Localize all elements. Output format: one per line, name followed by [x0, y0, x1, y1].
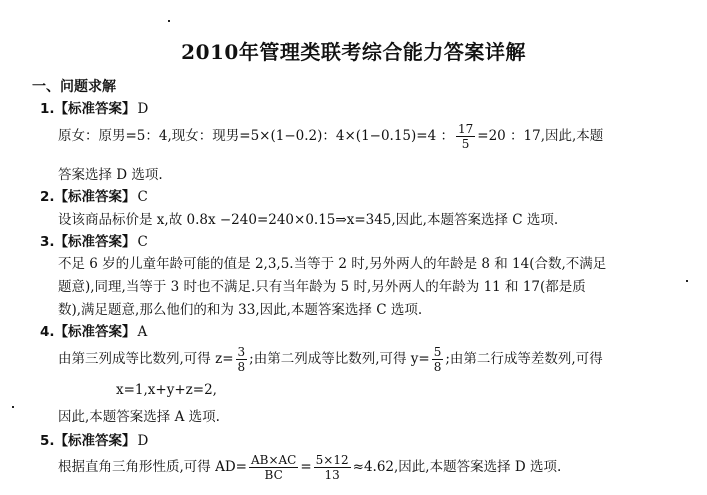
scan-speck — [168, 20, 170, 22]
item-4-line-3: 因此,本题答案选择 A 选项. — [58, 409, 220, 425]
fraction — [249, 453, 298, 482]
fraction-denominator: BC — [264, 468, 283, 482]
item-label: 3.【标准答案】 — [40, 234, 136, 250]
item-3-heading — [40, 230, 148, 250]
text-run: 原女：原男=5：4,现女：现男=5×(1−0.2)：4×(1−0.15)=4 ： — [58, 128, 454, 144]
fraction — [456, 122, 475, 151]
item-label: 4.【标准答案】 — [40, 324, 136, 340]
text-run: 由第三列成等比数列,可得 z= — [58, 351, 234, 367]
fraction-denominator: 5 — [461, 137, 470, 151]
text-run: 根据直角三角形性质,可得 AD= — [58, 459, 247, 475]
item-2-heading — [40, 185, 148, 205]
page-title: 2010年管理类联考综合能力答案详解 — [181, 40, 526, 64]
item-5-heading — [40, 429, 148, 449]
answer-letter: D — [137, 433, 149, 449]
item-1-line-1 — [58, 122, 603, 151]
answer-letter: C — [137, 234, 148, 250]
fraction-denominator: 8 — [237, 360, 246, 374]
item-5-line-1 — [58, 453, 561, 482]
fraction — [432, 345, 444, 374]
fraction-numerator: 5 — [433, 345, 442, 359]
text-run: = — [300, 459, 312, 475]
fraction — [314, 453, 351, 482]
item-2-line-1: 设该商品标价是 x,故 0.8x −240=240×0.15⇒x=345,因此,本题答案选择 C 选项. — [58, 212, 559, 228]
fraction-denominator: 8 — [433, 360, 442, 374]
text-run: =20 ：17,因此,本题 — [477, 128, 604, 144]
item-4-line-1 — [58, 345, 603, 374]
item-3-line-1: 不足 6 岁的儿童年龄可能的值是 2,3,5.当等于 2 时,另外两人的年龄是 8 和 14(合数,不满足 — [58, 256, 607, 272]
fraction-numerator: 3 — [237, 345, 246, 359]
item-label: 5.【标准答案】 — [40, 433, 136, 449]
scan-speck — [686, 280, 688, 282]
fraction-numerator: AB×AC — [250, 453, 297, 467]
item-label: 2.【标准答案】 — [40, 189, 136, 205]
item-1-heading — [40, 97, 148, 117]
section-heading: 一、问题求解 — [32, 79, 116, 95]
item-4-line-2: x=1,x+y+z=2, — [116, 382, 217, 398]
text-run: ;由第二列成等比数列,可得 y= — [249, 351, 430, 367]
answer-letter: C — [137, 189, 148, 205]
item-3-line-2: 题意),同理,当等于 3 时也不满足.只有当年龄为 5 时,另外两人的年龄为 11 和 17(都是质 — [58, 279, 586, 295]
answer-letter: D — [137, 101, 149, 117]
text-run: ;由第二行成等差数列,可得 — [445, 351, 603, 367]
item-3-line-3: 数),满足题意,那么他们的和为 33,因此,本题答案选择 C 选项. — [58, 302, 423, 318]
item-4-heading — [40, 320, 147, 340]
text-run: ≈4.62,因此,本题答案选择 D 选项. — [352, 459, 562, 475]
fraction — [236, 345, 248, 374]
answer-letter: A — [137, 324, 148, 340]
item-1-line-2: 答案选择 D 选项. — [58, 167, 163, 183]
item-label: 1.【标准答案】 — [40, 101, 136, 117]
scan-speck — [12, 406, 14, 408]
fraction-denominator: 13 — [324, 468, 340, 482]
fraction-numerator: 5×12 — [315, 453, 349, 467]
fraction-numerator: 17 — [457, 122, 474, 136]
